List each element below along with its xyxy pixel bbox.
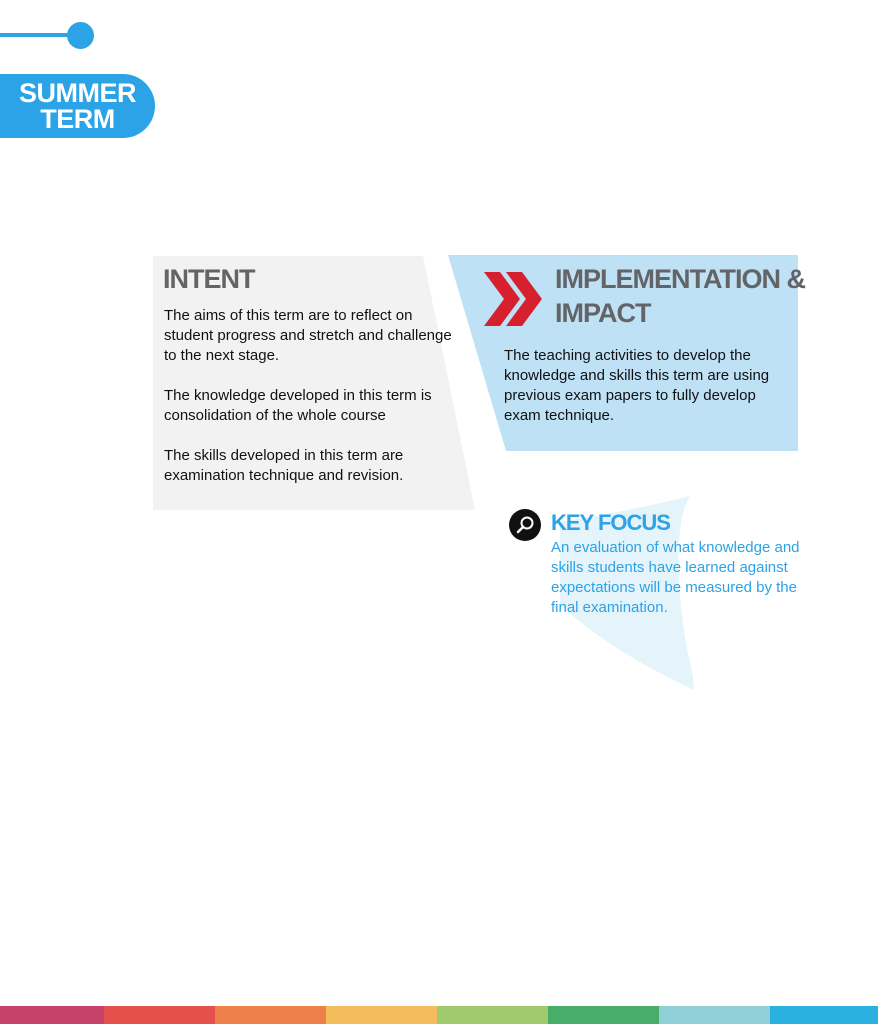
timeline-dot <box>67 22 94 49</box>
implementation-text: The teaching activities to develop the knowledge and skills this term are using previous exam papers to fully develop exam technique. <box>504 347 770 424</box>
key-focus-heading: KEY FOCUS <box>551 510 670 535</box>
intent-paragraph-knowledge: The knowledge developed in this term is consolidation of the whole course <box>164 387 432 424</box>
intent-paragraph-skills: The skills developed in this term are examination technique and revision. <box>164 447 404 484</box>
stripe-segment <box>770 1006 878 1024</box>
stripe-segment <box>659 1006 770 1024</box>
stripe-segment <box>548 1006 659 1024</box>
stripe-segment <box>104 1006 215 1024</box>
intent-heading: INTENT <box>163 264 255 294</box>
chevron-double-right-icon <box>480 268 544 330</box>
stripe-segment <box>437 1006 548 1024</box>
key-focus-text: An evaluation of what knowledge and skills students have learned against expectations will be measured by the final examination. <box>551 539 800 616</box>
stripe-segment <box>0 1006 104 1024</box>
term-badge-label: SUMMER TERM <box>19 78 136 134</box>
intent-text <box>164 306 454 506</box>
intent-paragraph-aims: The aims of this term are to reflect on student progress and stretch and challenge to the next stage. <box>164 307 452 364</box>
term-badge <box>0 74 155 138</box>
stripe-segment <box>326 1006 437 1024</box>
implementation-heading: IMPLEMENTATION & IMPACT <box>555 264 805 328</box>
stripe-segment <box>215 1006 326 1024</box>
footer-color-stripe <box>0 1006 878 1024</box>
key-focus-magnifier-icon <box>509 509 541 541</box>
